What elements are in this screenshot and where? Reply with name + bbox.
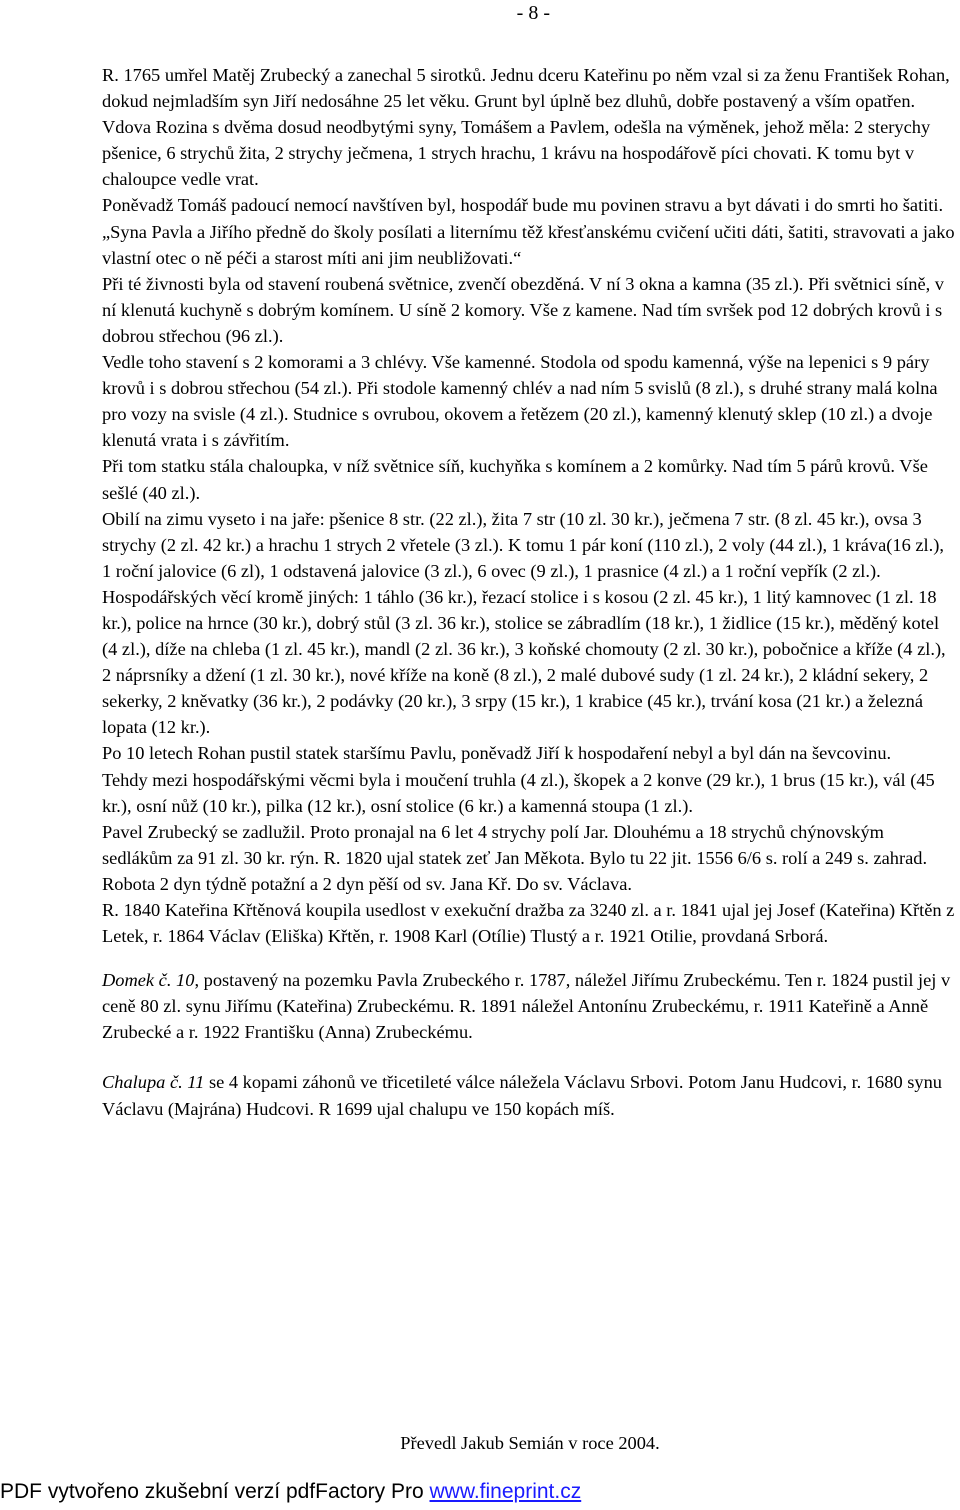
chalupa-text: se 4 kopami záhonů ve třicetileté válce náležela Václavu Srbovi. Potom Janu Hudcovi, r. 1680 synu Václavu (Majrána) Hudcovi. R 1699 ujal chalupu ve 150 kopách míš.: [102, 1072, 942, 1119]
paragraph: Hospodářských věcí kromě jiných: 1 táhlo (36 kr.), řezací stolice i s kosou (2 zl. 45 kr.), 1 litý kamnovec (1 zl. 18 kr.), police na hrnce (30 kr.), dobrý stůl (3 zl. 36 kr.), stolice se zábradlím (18 kr.), 1 židlice (15 kr.), měděný kotel (4 zl.), díže na chleba (1 zl. 45 kr.), mandl (2 zl. 36 kr.), 3 koňské chomouty (2 zl. 30 kr.), pobočnice a kříže (4 zl.), 2 náprsníky a džení (1 zl. 30 kr.), nové kříže na koně (8 zl.), 2 malé dubové sudy (1 zl. 24 kr.), 2 kládní sekery, 2 sekerky, 2 kněvatky (36 kr.), 2 podávky (20 kr.), 3 srpy (15 kr.), 1 krabice (45 kr.), trvání kosa (21 kr.) a železná lopata (12 kr.).: [102, 586, 946, 738]
paragraph: Obilí na zimu vyseto i na jaře: pšenice 8 str. (22 zl.), žita 7 str (10 zl. 30 kr.), ječmena 7 str. (8 zl. 45 kr.), ovsa 3 strychy (2 zl. 42 kr.) a hrachu 1 strych 2 vřetele (3 zl.). K tomu 1 pár koní (110 zl.), 2 voly (44 zl.), 1 kráva(16 zl.), 1 roční jalovice (6 zl), 1 odstavená jalovice (3 zl.), 6 ovec (9 zl.), 1 prasnice (4 zl.) a 1 roční vepřík (2 zl.).: [102, 508, 944, 581]
paragraph: R. 1765 umřel Matěj Zrubecký a zanechal 5 sirotků. Jednu dceru Kateřinu po něm vzal si za ženu František Rohan, dokud nejmladším syn Jiří nedosáhne 25 let věku. Grunt byl úplně bez dluhů, dobře postavený a vším opatřen.: [102, 65, 950, 112]
domek-label: Domek č. 10: [102, 970, 195, 991]
domek-paragraph: [102, 967, 957, 1045]
paragraph: Při té živnosti byla od stavení roubená světnice, zvenčí obezděná. V ní 3 okna a kamna (35 zl.). Při světnici síně, v ní klenutá kuchyně s dobrým komínem. U síně 2 komory. Vše z kamene. Nad tím svršek pod 12 dobrých krovů i s dobrou střechou (96 zl.).: [102, 273, 944, 346]
domek-text: , postavený na pozemku Pavla Zrubeckého r. 1787, náležel Jiřímu Zrubeckému. Ten r. 1824 pustil jej v ceně 80 zl. synu Jiřímu (Kateřina) Zrubeckému. R. 1891 náležel Antonínu Zrubeckému, r. 1911 Kateřině a Anně Zrubecké a r. 1922 Františku (Anna) Zrubeckému.: [102, 970, 951, 1043]
page-number: - 8 -: [516, 2, 550, 24]
paragraph: Pavel Zrubecký se zadlužil. Proto pronajal na 6 let 4 strychy polí Jar. Dlouhému a 18 strychů chýnovským sedlákům za 91 zl. 30 kr. rýn. R. 1820 ujal statek zeť Jan Měkota. Bylo tu 22 jit. 1556 6/6 s. rolí a 249 s. zahrad. Robota 2 dyn týdně potažní a 2 dyn pěší od sv. Jana Kř. Do sv. Václava.: [102, 821, 928, 894]
paragraph: Poněvadž Tomáš padoucí nemocí navštíven byl, hospodář bude mu povinen stravu a byt dávati i do smrti ho šatiti. „Syna Pavla a Jiřího předně do školy posílati a liternímu těž křesťanskému cvičení učiti dáti, šatiti, stravovati a jako vlastní otec o ně péči a starost míti ani jim neubližovati.“: [102, 195, 955, 268]
translator-credit: Převedl Jakub Semián v roce 2004.: [400, 1433, 660, 1453]
pdf-watermark-bar: [0, 1480, 960, 1504]
paragraph: Vedle toho stavení s 2 komorami a 3 chlévy. Vše kamenné. Stodola od spodu kamenná, výše na lepenici s 9 páry krovů i s dobrou střechou (54 zl.). Při stodole kamenný chlév a nad ním 5 svislů (8 zl.), s druhé strany malá kolna pro vozy na svisle (4 zl.). Studnice s ovrubou, okovem a řetězem (20 zl.), kamenný klenutý sklep (10 zl.) a dvoje klenutá vrata i s závřitím.: [102, 352, 938, 451]
chalupa-label: Chalupa č. 11: [102, 1072, 205, 1093]
paragraph: Při tom statku stála chaloupka, v níž světnice síň, kuchyňka s komínem a 2 komůrky. Nad tím 5 párů krovů. Vše sešlé (40 zl.).: [102, 456, 928, 503]
paragraph: Tehdy mezi hospodářskými věcmi byla i moučení truhla (4 zl.), škopek a 2 konve (29 kr.), 1 brus (15 kr.), vál (45 kr.), osní nůž (10 kr.), pilka (12 kr.), osní stolice (6 kr.) a kamenná stoupa (1 zl.).: [102, 769, 935, 816]
fineprint-link[interactable]: www.fineprint.cz: [429, 1480, 582, 1503]
paragraph: Po 10 letech Rohan pustil statek staršímu Pavlu, poněvadž Jiří k hospodaření nebyl a byl dán na ševcovinu.: [102, 743, 892, 764]
paragraph: R. 1840 Kateřina Křtěnová koupila usedlost v exekuční dražba za 3240 zl. a r. 1841 ujal jej Josef (Kateřina) Křtěn z Letek, r. 1864 Václav (Eliška) Křtěn, r. 1908 Karl (Otílie) Tlustý a r. 1921 Otilie, provdaná Srborá.: [102, 900, 955, 947]
paragraph: Vdova Rozina s dvěma dosud neodbytými syny, Tomášem a Pavlem, odešla na výměnek, jehož měla: 2 sterychy pšenice, 6 strychů žita, 2 strychy ječmena, 1 strych hrachu, 1 krávu na hospodářově píci chovati. K tomu byt v chaloupce vedle vrat.: [102, 117, 931, 190]
chalupa-paragraph: [102, 1069, 957, 1121]
pdf-watermark-text: PDF vytvořeno zkušební verzí pdfFactory Pro: [0, 1480, 430, 1503]
body-text: [102, 62, 957, 1122]
